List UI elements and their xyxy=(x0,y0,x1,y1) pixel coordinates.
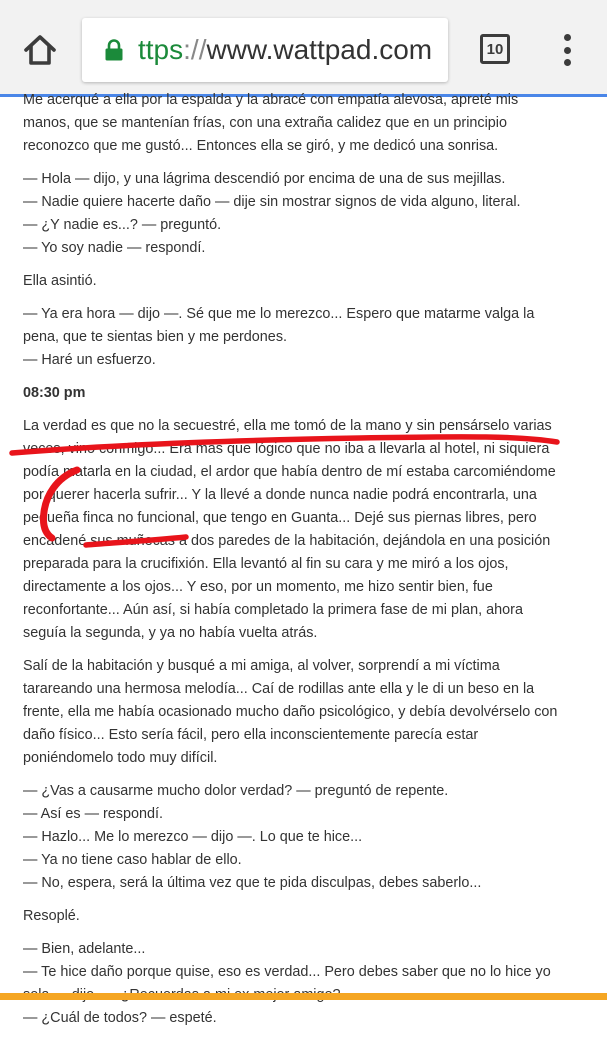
address-bar[interactable] xyxy=(82,18,448,82)
url-separator: :// xyxy=(183,34,207,65)
story-line: — Nadie quiere hacerte daño — dije sin mostrar signos de vida alguno, literal. xyxy=(23,194,521,210)
story-line: — ¿Y nadie es...? — preguntó. xyxy=(23,217,222,233)
url-host: www.wattpad.com xyxy=(206,34,433,65)
menu-dot xyxy=(564,59,571,66)
lock-icon xyxy=(104,39,124,61)
story-paragraph xyxy=(23,303,568,372)
tab-switcher-button[interactable] xyxy=(480,34,510,64)
story-line: — No, espera, será la última vez que te pida disculpas, debes saberlo... xyxy=(23,875,482,891)
story-paragraph xyxy=(23,168,568,260)
menu-dot xyxy=(564,34,571,41)
story-line: — Bien, adelante... xyxy=(23,941,146,957)
bottom-accent-bar xyxy=(0,993,607,1000)
url-scheme: ttps xyxy=(138,34,184,65)
story-text xyxy=(23,89,568,1040)
more-vert-icon[interactable] xyxy=(552,34,582,66)
home-button[interactable] xyxy=(18,30,62,70)
tab-count: 10 xyxy=(486,40,504,58)
url-text xyxy=(138,33,432,67)
story-content[interactable] xyxy=(0,92,607,1026)
story-line: Me acerqué a ella por la espalda y la abracé con empatía alevosa, apreté mis manos, que se mantenían frías, con una extraña calidez que en un principio reconozco que me gustó... Entonces ella se giró, y me dedicó una sonrisa. xyxy=(23,92,519,154)
home-icon xyxy=(23,34,57,66)
story-line: — Yo soy nadie — respondí. xyxy=(23,240,206,256)
story-paragraph xyxy=(23,89,568,158)
timestamp-heading xyxy=(23,382,568,405)
story-line: — Ya era hora — dijo —. Sé que me lo merezco... Espero que matarme valga la pena, que te sientas bien y me perdones. xyxy=(23,306,535,345)
story-paragraph xyxy=(23,780,568,895)
story-paragraph xyxy=(23,270,568,293)
story-line: — ¿Vas a causarme mucho dolor verdad? — preguntó de repente. xyxy=(23,783,449,799)
story-line: — Haré un esfuerzo. xyxy=(23,352,156,368)
story-line: — Así es — respondí. xyxy=(23,806,163,822)
story-line: — Ya no tiene caso hablar de ello. xyxy=(23,852,242,868)
story-line: 08:30 pm xyxy=(23,385,86,401)
story-line: La verdad es que no la secuestré, ella me tomó de la mano y sin pensárselo varias veces, vino conmigo... Era más que lógico que no iba a llevarla al hotel, ni siquiera podía matarla en la ciudad, el ardor que había dentro de mí estaba carcomiéndome por querer hacerla sufrir... Y la llevé a donde nunca nadie podrá encontrarla, una pequeña finca no funcional, que tengo en Guanta... Dejé sus piernas libres, pero encadené sus muñecas a dos paredes de la habitación, dejándola en una posición preparada para la crucifixión. Ella levantó al fin su cara y me miró a los ojos, directamente a los ojos... Y eso, por un momento, me hizo sentir bien, fue reconfortante... Aún así, si había completado la primera fase de mi plan, ahora seguía la segunda, y ya no había vuelta atrás. xyxy=(23,418,556,641)
story-paragraph xyxy=(23,938,568,1030)
story-paragraph xyxy=(23,655,568,770)
story-line: — Te hice daño porque quise, eso es verdad... Pero debes saber que no lo hice yo xyxy=(23,964,551,980)
story-line: — ¿Cuál de todos? — espeté. xyxy=(23,1010,217,1026)
story-paragraph xyxy=(23,415,568,645)
menu-dot xyxy=(564,47,571,54)
story-line: Salí de la habitación y busqué a mi amiga, al volver, sorprendí a mi víctima tarareando una hermosa melodía... Caí de rodillas ante ella y le di un beso en la frente, ella me había ocasionado mucho daño psicológico, y debía devolvérselo con daño físico... Esto sería fácil, pero ella inconscientemente parecía estar poniéndomelo todo muy difícil. xyxy=(23,658,558,766)
story-line: Ella asintió. xyxy=(23,273,97,289)
story-paragraph xyxy=(23,905,568,928)
story-line: Resoplé. xyxy=(23,908,80,924)
story-line: — Hazlo... Me lo merezco — dijo —. Lo que te hice... xyxy=(23,829,363,845)
story-line: — Hola — dijo, y una lágrima descendió por encima de una de sus mejillas. xyxy=(23,171,506,187)
browser-toolbar xyxy=(0,0,607,96)
